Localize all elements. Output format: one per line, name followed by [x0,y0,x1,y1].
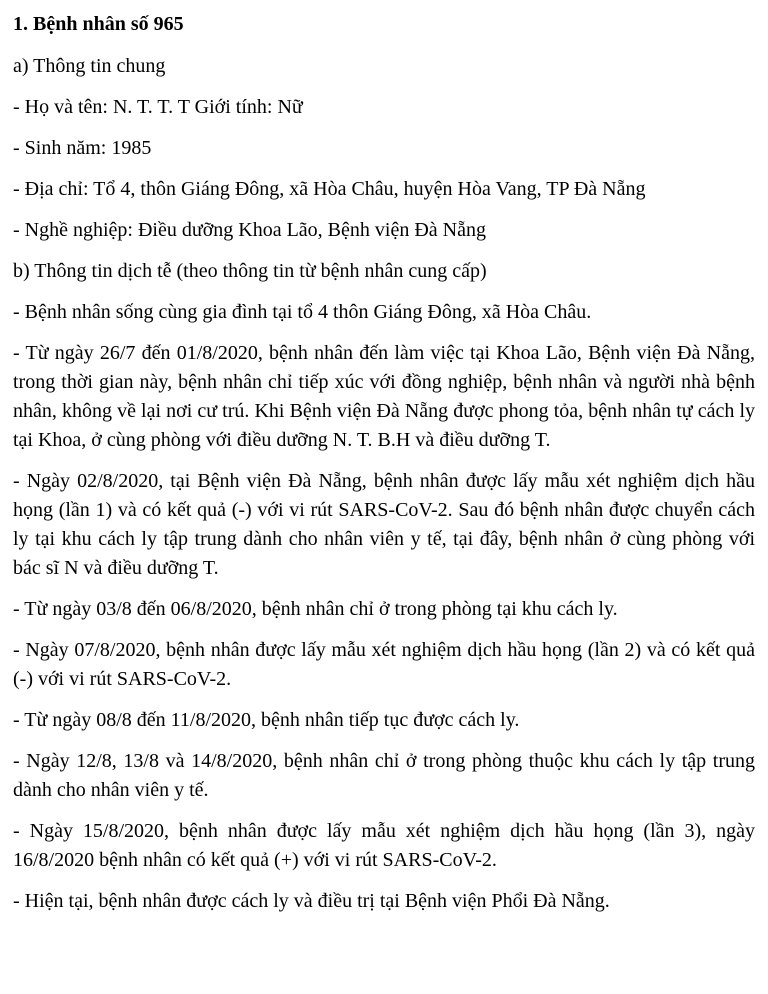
document-heading: 1. Bệnh nhân số 965 [13,13,184,35]
paragraph-current-status: - Hiện tại, bệnh nhân được cách ly và điều trị tại Bệnh viện Phổi Đà Nẵng. [13,890,610,912]
paragraph-name-gender: - Họ và tên: N. T. T. T Giới tính: Nữ [13,96,303,118]
paragraph-timeline-08-8: - Từ ngày 08/8 đến 11/8/2020, bệnh nhân tiếp tục được cách ly. [13,709,520,731]
paragraph-timeline-15-8: - Ngày 15/8/2020, bệnh nhân được lấy mẫu xét nghiệm dịch hầu họng (lần 3), ngày 16/8/2020 bệnh nhân có kết quả (+) với vi rút SARS-CoV-2. [13,820,755,871]
paragraph-address: - Địa chỉ: Tổ 4, thôn Giáng Đông, xã Hòa Châu, huyện Hòa Vang, TP Đà Nẵng [13,178,646,200]
paragraph-birth-year: - Sinh năm: 1985 [13,137,152,159]
paragraph-timeline-07-8: - Ngày 07/8/2020, bệnh nhân được lấy mẫu xét nghiệm dịch hầu họng (lần 2) và có kết quả (-) với vi rút SARS-CoV-2. [13,639,755,690]
paragraph-section-a: a) Thông tin chung [13,55,166,77]
paragraph-occupation: - Nghề nghiệp: Điều dưỡng Khoa Lão, Bệnh viện Đà Nẵng [13,219,486,241]
paragraph-timeline-12-8: - Ngày 12/8, 13/8 và 14/8/2020, bệnh nhân chỉ ở trong phòng thuộc khu cách ly tập trung dành cho nhân viên y tế. [13,750,755,801]
paragraph-timeline-02-8: - Ngày 02/8/2020, tại Bệnh viện Đà Nẵng, bệnh nhân được lấy mẫu xét nghiệm dịch hầu họng (lần 1) và có kết quả (-) với vi rút SARS-CoV-2. Sau đó bệnh nhân được chuyển cách ly tại khu cách ly tập trung dành cho nhân viên y tế, tại đây, bệnh nhân ở cùng phòng với bác sĩ N và điều dưỡng T. [13,470,755,579]
paragraph-timeline-26-7: - Từ ngày 26/7 đến 01/8/2020, bệnh nhân đến làm việc tại Khoa Lão, Bệnh viện Đà Nẵng, trong thời gian này, bệnh nhân chỉ tiếp xúc với đồng nghiệp, bệnh nhân và người nhà bệnh nhân, không về lại nơi cư trú. Khi Bệnh viện Đà Nẵng được phong tỏa, bệnh nhân tự cách ly tại Khoa, ở cùng phòng với điều dưỡng N. T. B.H và điều dưỡng T. [13,342,755,451]
paragraph-section-b: b) Thông tin dịch tễ (theo thông tin từ bệnh nhân cung cấp) [13,260,487,282]
paragraph-timeline-03-8: - Từ ngày 03/8 đến 06/8/2020, bệnh nhân chỉ ở trong phòng tại khu cách ly. [13,598,618,620]
paragraph-residence: - Bệnh nhân sống cùng gia đình tại tổ 4 thôn Giáng Đông, xã Hòa Châu. [13,301,592,323]
